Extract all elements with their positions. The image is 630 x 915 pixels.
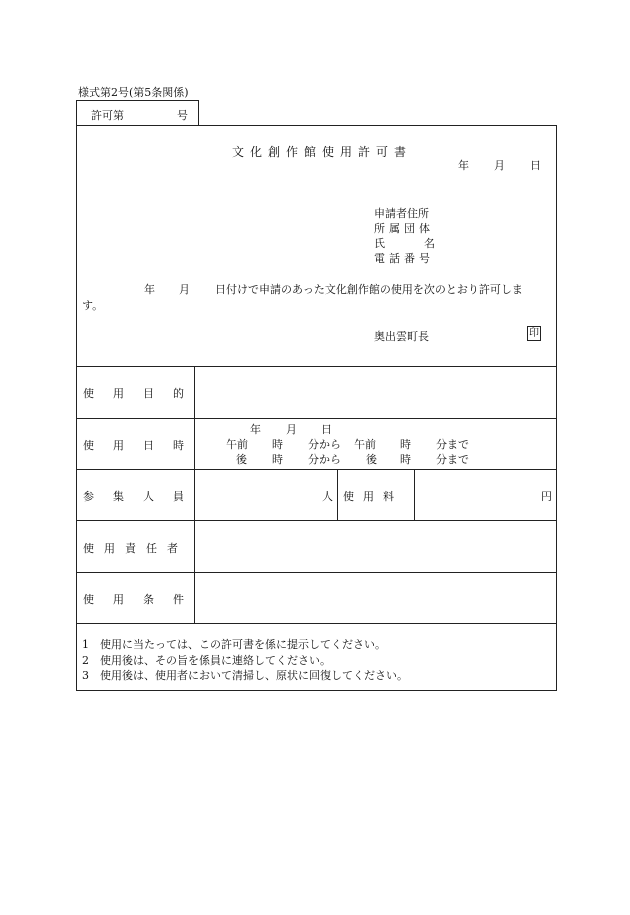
row-divider bbox=[76, 418, 557, 419]
note-1: 1 使用に当たっては、この許可書を係に提示してください。 bbox=[82, 638, 386, 651]
permit-number-box bbox=[76, 100, 199, 125]
row-label-responsible: 使用責任者 bbox=[83, 542, 188, 555]
slot1-end-hour: 時 bbox=[400, 438, 411, 451]
slot2-start-from: 分から bbox=[308, 453, 341, 466]
column-divider bbox=[414, 469, 415, 520]
use-date-month: 月 bbox=[286, 423, 297, 436]
permit-prefix: 許可第 bbox=[91, 109, 124, 122]
application-month: 月 bbox=[179, 283, 190, 296]
slot1-start-from: 分から bbox=[308, 438, 341, 451]
form-label: 様式第2号(第5条関係) bbox=[78, 86, 189, 99]
row-label-purpose-text: 使用目的 bbox=[83, 387, 203, 400]
fee-unit: 円 bbox=[541, 490, 552, 503]
issuer-name: 奥出雲町長 bbox=[374, 330, 429, 343]
document-title: 文化創作館使用許可書 bbox=[232, 145, 413, 159]
applicant-phone-label: 電話番号 bbox=[374, 252, 434, 265]
use-date-year: 年 bbox=[250, 423, 261, 436]
slot2-start-hour: 時 bbox=[272, 453, 283, 466]
slot2-end-to: 分まで bbox=[436, 453, 469, 466]
applicant-address-label: 申請者住所 bbox=[374, 207, 429, 220]
slot1-start-am: 午前 bbox=[226, 438, 248, 451]
row-label-datetime: 使用日時 bbox=[83, 439, 203, 452]
slot1-end-am: 午前 bbox=[354, 438, 376, 451]
slot2-end-hour: 時 bbox=[400, 453, 411, 466]
row-divider bbox=[76, 520, 557, 521]
slot1-end-to: 分まで bbox=[436, 438, 469, 451]
permit-body-line2: す。 bbox=[82, 299, 104, 312]
issue-date-month: 月 bbox=[494, 159, 505, 172]
fee-label: 使用料 bbox=[343, 490, 403, 503]
applicant-name-label-2: 名 bbox=[424, 237, 435, 250]
use-date-day: 日 bbox=[321, 423, 332, 436]
row-divider bbox=[76, 469, 557, 470]
application-year: 年 bbox=[144, 283, 155, 296]
note-3: 3 使用後は、使用者において清掃し、原状に回復してください。 bbox=[82, 669, 408, 682]
column-divider bbox=[337, 469, 338, 520]
row-divider bbox=[76, 366, 557, 367]
row-label-conditions: 使用条件 bbox=[83, 593, 203, 606]
issue-date-year: 年 bbox=[458, 159, 469, 172]
applicant-org-label: 所属団体 bbox=[374, 222, 434, 235]
slot2-end-pm: 後 bbox=[366, 453, 377, 466]
row-label-purpose bbox=[83, 385, 203, 401]
row-divider bbox=[76, 572, 557, 573]
issue-date-day: 日 bbox=[530, 159, 541, 172]
slot1-start-hour: 時 bbox=[272, 438, 283, 451]
permit-suffix: 号 bbox=[177, 109, 188, 122]
slot2-start-pm: 後 bbox=[236, 453, 247, 466]
row-label-attendance: 参集人員 bbox=[83, 490, 203, 503]
permit-body-line1: 日付けで申請のあった文化創作館の使用を次のとおり許可しま bbox=[215, 283, 523, 296]
note-2: 2 使用後は、その旨を係員に連絡してください。 bbox=[82, 654, 331, 667]
applicant-name-label-1: 氏 bbox=[374, 237, 385, 250]
seal-mark: 印 bbox=[529, 328, 539, 339]
attendance-unit: 人 bbox=[322, 490, 333, 503]
row-divider bbox=[76, 623, 557, 624]
